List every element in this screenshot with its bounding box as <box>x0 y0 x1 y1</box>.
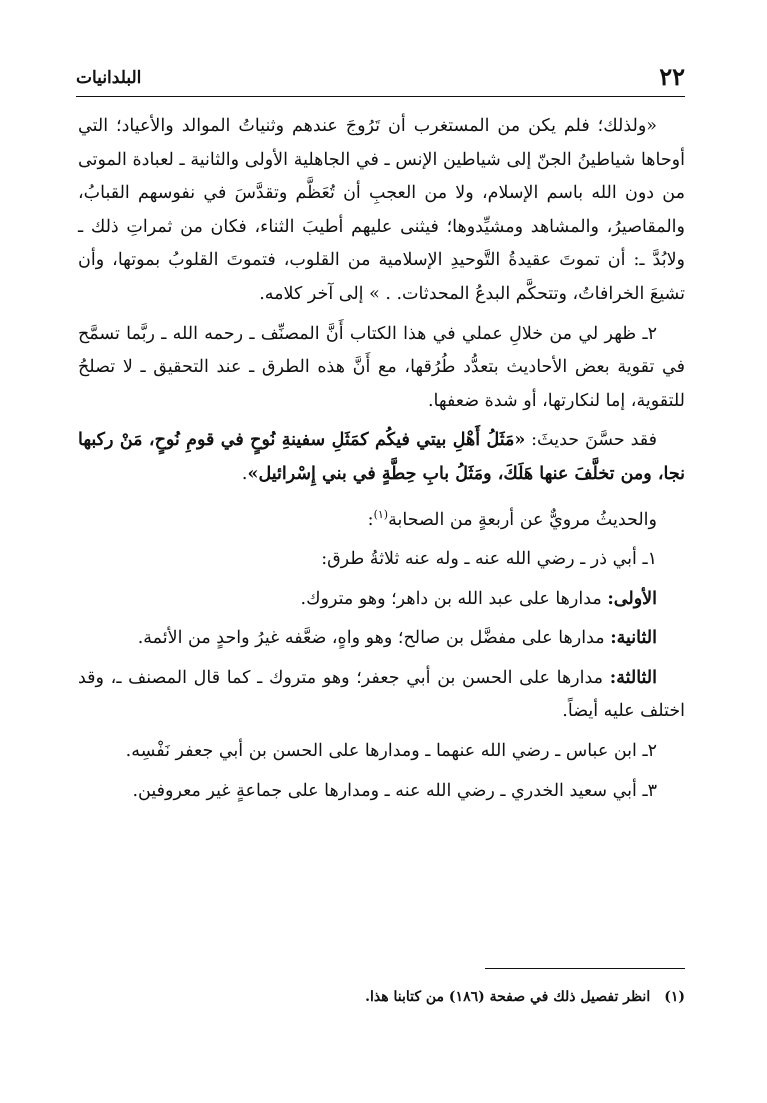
route-third <box>78 662 685 729</box>
route-text: مدارها على الحسن بن أبي جعفر؛ وهو متروك ـ كما قال المصنف ـ، وقد اختلف عليه أيضاً. <box>78 667 685 722</box>
hadith-end: . <box>241 463 248 484</box>
route-text: مدارها على مفضَّل بن صالح؛ وهو واهٍ، ضعَّفه غيرُ واحدٍ من الأئمة. <box>137 628 611 649</box>
route-text: مدارها على عبد الله بن داهر؛ وهو متروك. <box>300 588 608 609</box>
route-label: الثانية: <box>610 628 657 649</box>
list-item-abu-dharr <box>78 543 685 577</box>
page-body <box>78 110 685 814</box>
quote-paragraph <box>78 110 685 312</box>
hadith-paragraph <box>78 424 685 491</box>
hadith-intro: فقد حسَّنَ حديثَ: <box>525 430 657 451</box>
point-two-text: ٢ـ ظهر لي من خلالِ عملي في هذا الكتاب أَنَّ المصنِّف ـ رحمه الله ـ ربَّما تسمَّح في تقوية بعض الأحاديث بتعدُّد طُرُقها، مع أَنَّ هذه الطرق ـ عند التحقيق ـ لا تصلحُ للتقوية، إما لنكارتها، أو شدة ضعفها. <box>78 323 685 411</box>
quote-text: «ولذلك؛ فلم يكن من المستغرب أن تَرُوجَ عندهم وثنياتُ الموالد والأعياد؛ التي أوحاها شياطينُ الجنّ إلى شياطين الإنس ـ في الجاهلية الأولى والثانية ـ لعبادة الموتى من دون الله باسم الإسلام، ولا من العجبِ أن تُعَظَّم وتقدَّسَ في نفوسهم القبابُ، والمقاصيرُ، والمشاهد ومشيِّدوها؛ فيثنى عليهم أطيبَ الثناء، فكان من ثمراتِ ذلك ـ ولابُدَّ ـ: أن تموتَ عقيدةُ التَّوحيدِ الإسلامية من القلوب، فتموتَ القلوبُ بموتها، وأن تشيعَ الخرافاتُ، وتتحكَّم البدعُ المحدثات. . » إلى آخر كلامه. <box>78 116 685 304</box>
running-title: البلدانيات <box>76 68 142 88</box>
footnote-marker: (١) <box>373 507 389 521</box>
route-label: الأولى: <box>607 588 657 609</box>
page-number: ٢٢ <box>659 62 685 91</box>
route-second <box>78 622 685 656</box>
footnote-text: انظر تفصيل ذلك في صفحة (١٨٦) من كتابنا هذا. <box>365 989 651 1005</box>
narrators-paragraph <box>78 498 685 537</box>
point-two-paragraph <box>78 318 685 419</box>
route-first <box>78 583 685 617</box>
footnote <box>78 986 685 1008</box>
hadith-text: «مَثَلُ أَهْلِ بيتي فيكُم كمَثَلِ سفينةِ نُوحٍ في قومِ نُوحٍ، مَنْ ركبها نجا، ومن تخلَّفَ عنها هَلَكَ، ومَثَلُ بابِ حِطَّةٍ في بني إِسْرائيل» <box>78 430 685 484</box>
list-item-text: ٣ـ أبي سعيد الخدري ـ رضي الله عنه ـ ومدارها على جماعةٍ غير معروفين. <box>132 780 657 801</box>
route-label: الثالثة: <box>609 667 657 688</box>
list-item-text: ١ـ أبي ذر ـ رضي الله عنه ـ وله عنه ثلاثةُ طرق: <box>321 548 657 569</box>
page-header <box>76 62 685 97</box>
list-item-abu-saeed <box>78 775 685 809</box>
narrators-text: والحديثُ مرويٌّ عن أربعةٍ من الصحابة <box>388 509 657 530</box>
narrators-colon: : <box>367 509 374 530</box>
footnote-number: (١) <box>664 989 685 1005</box>
list-item-ibn-abbas <box>78 735 685 769</box>
footnote-separator <box>485 968 685 969</box>
list-item-text: ٢ـ ابن عباس ـ رضي الله عنهما ـ ومدارها على الحسن بن أبي جعفر نَفْسِه. <box>125 740 657 761</box>
